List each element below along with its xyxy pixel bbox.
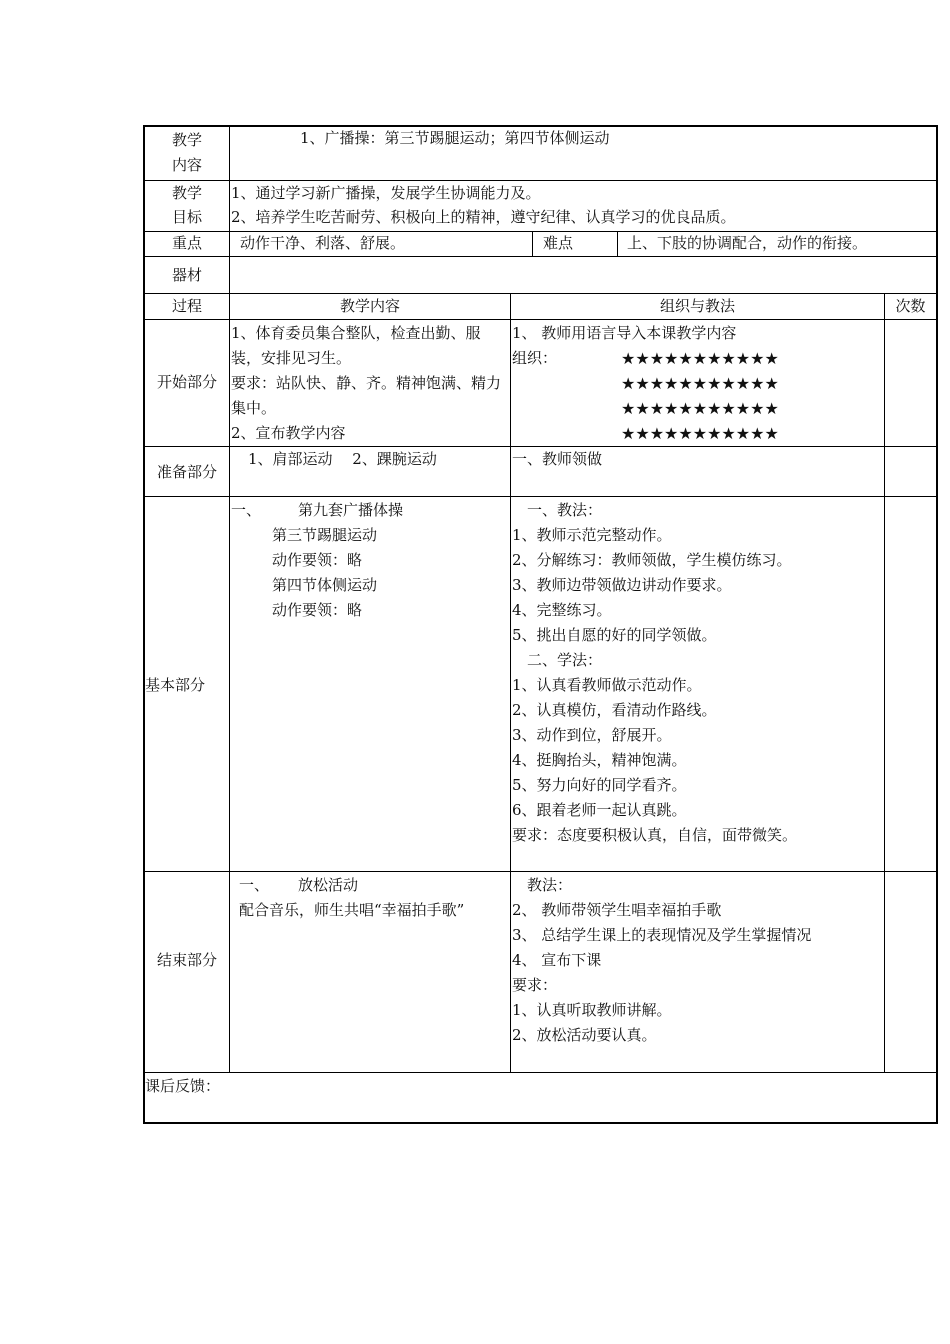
content-value: 1、广播操：第三节踢腿运动；第四节体侧运动: [300, 129, 610, 147]
content-label-line1: 教学: [171, 131, 202, 149]
table-border-right: [936, 125, 938, 1124]
basic-heading-num: 一、: [231, 501, 262, 519]
formation-row: ★★★★★★★★★★★: [621, 424, 779, 443]
start-content-line: 装，安排见习生。: [231, 349, 352, 367]
row-divider: [143, 496, 938, 497]
basic-method-line: 1、认真看教师做示范动作。: [512, 676, 702, 694]
start-org-label: 组织：: [512, 349, 558, 367]
end-method-line: 1、认真听取教师讲解。: [512, 1001, 672, 1019]
row-divider: [143, 319, 938, 320]
col-divider: [617, 231, 618, 256]
key-value: 动作干净、利落、舒展。: [240, 234, 406, 252]
end-method-line: 4、 宣布下课: [512, 951, 602, 969]
end-method-line: 3、 总结学生课上的表现情况及学生掌握情况: [512, 926, 812, 944]
row-divider: [143, 1072, 938, 1073]
row-divider: [143, 256, 938, 257]
feedback-label: 课后反馈：: [145, 1077, 221, 1095]
basic-method-line: 2、认真模仿，看清动作路线。: [512, 701, 717, 719]
prep-content: 1、肩部运动 2、踝腕运动: [248, 450, 437, 468]
basic-method-line: 1、教师示范完整动作。: [512, 526, 672, 544]
start-content-line: 集中。: [231, 399, 277, 417]
basic-method-line: 2、分解练习：教师领做，学生模仿练习。: [512, 551, 792, 569]
goals-label-line1: 教学: [171, 184, 202, 202]
col-divider: [510, 293, 511, 1072]
goal-item: 2、培养学生吃苦耐劳、积极向上的精神，遵守纪律、认真学习的优良品质。: [231, 208, 736, 226]
basic-method-line: 6、跟着老师一起认真跳。: [512, 801, 687, 819]
col-divider: [532, 231, 533, 256]
basic-content-line: 第三节踢腿运动: [272, 526, 378, 544]
start-content-line: 2、宣布教学内容: [231, 424, 346, 442]
table-border-bottom: [143, 1122, 938, 1124]
basic-content-line: 动作要领：略: [272, 601, 363, 619]
basic-method-line: 4、挺胸抬头，精神饱满。: [512, 751, 687, 769]
equipment-label: 器材: [171, 266, 202, 284]
basic-method-line: 二、学法：: [512, 651, 603, 669]
start-content-line: 1、体育委员集合整队，检查出勤、服: [231, 324, 481, 342]
basic-content-line: 动作要领：略: [272, 551, 363, 569]
content-label-line2: 内容: [171, 156, 202, 174]
col-divider: [884, 293, 885, 1072]
difficulty-value: 上、下肢的协调配合，动作的衔接。: [627, 234, 868, 252]
basic-method-line: 5、努力向好的同学看齐。: [512, 776, 687, 794]
start-content-line: 要求：站队快、静、齐。精神饱满、精力: [231, 374, 502, 392]
basic-method-line: 要求：态度要积极认真，自信，面带微笑。: [512, 826, 798, 844]
basic-method-line: 一、教法：: [512, 501, 603, 519]
col-divider: [229, 125, 230, 1072]
row-divider: [143, 871, 938, 872]
goals-label-line2: 目标: [171, 208, 202, 226]
basic-method-line: 3、动作到位，舒展开。: [512, 726, 672, 744]
formation-row: ★★★★★★★★★★★: [621, 374, 779, 393]
end-method-line: 2、放松活动要认真。: [512, 1026, 657, 1044]
end-method-line: 要求：: [512, 976, 558, 994]
basic-method-line: 3、教师边带领做边讲动作要求。: [512, 576, 732, 594]
basic-method-line: 5、挑出自愿的好的同学领做。: [512, 626, 717, 644]
end-label: 结束部分: [156, 951, 217, 969]
prep-method: 一、教师领做: [512, 450, 603, 468]
end-content-line: 配合音乐，师生共唱“幸福拍手歌”: [239, 901, 465, 919]
formation-row: ★★★★★★★★★★★: [621, 399, 779, 418]
end-method-line: 教法：: [512, 876, 573, 894]
end-method-line: 2、 教师带领学生唱幸福拍手歌: [512, 901, 722, 919]
basic-heading: 第九套广播体操: [298, 501, 404, 519]
header-method: 组织与教法: [659, 297, 735, 315]
header-count: 次数: [895, 297, 926, 315]
goal-item: 1、通过学习新广播操，发展学生协调能力及。: [231, 184, 541, 202]
end-heading-num: 一、: [239, 876, 270, 894]
start-label: 开始部分: [156, 373, 217, 391]
key-label: 重点: [171, 234, 202, 252]
start-method-line: 1、 教师用语言导入本课教学内容: [512, 324, 737, 342]
basic-method-line: 4、完整练习。: [512, 601, 612, 619]
difficulty-label: 难点: [543, 234, 574, 252]
prep-label: 准备部分: [156, 463, 217, 481]
basic-label: 基本部分: [145, 676, 206, 694]
end-heading: 放松活动: [298, 876, 359, 894]
header-process: 过程: [171, 297, 202, 315]
formation-row: ★★★★★★★★★★★: [621, 349, 779, 368]
basic-content-line: 第四节体侧运动: [272, 576, 378, 594]
header-content: 教学内容: [339, 297, 400, 315]
